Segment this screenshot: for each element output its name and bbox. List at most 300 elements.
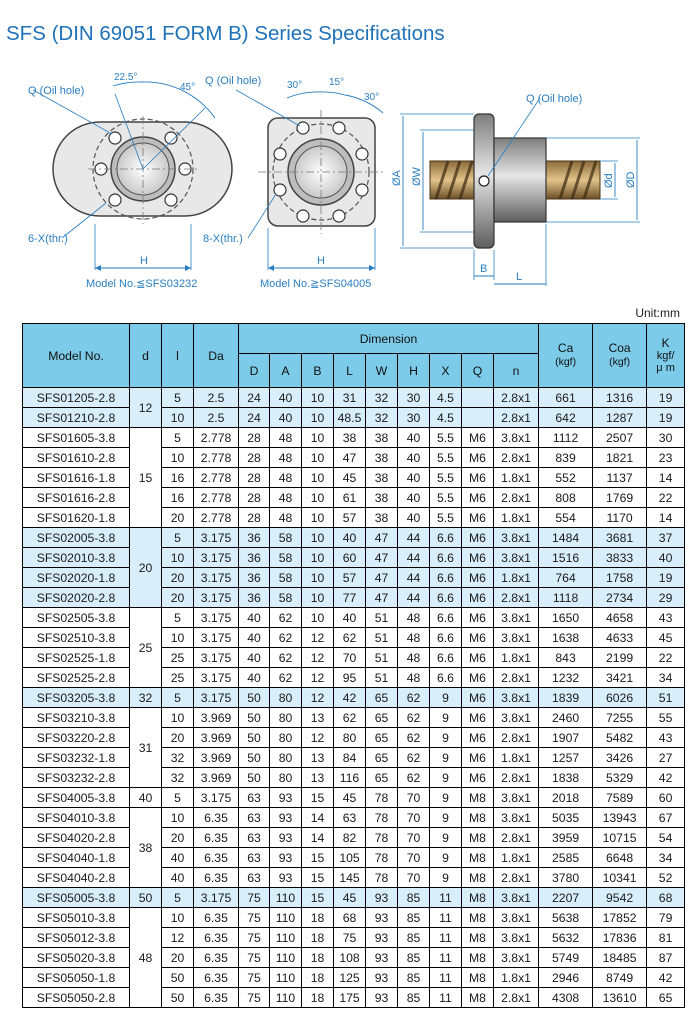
table-cell: 85 — [398, 928, 430, 948]
table-cell: 13 — [302, 748, 334, 768]
table-cell: 3.8x1 — [494, 908, 539, 928]
table-cell — [462, 408, 494, 428]
table-row — [23, 968, 685, 988]
table-cell: 25 — [162, 668, 194, 688]
table-cell: 15 — [302, 788, 334, 808]
table-row — [23, 908, 685, 928]
table-row — [23, 928, 685, 948]
table-cell: 116 — [334, 768, 366, 788]
table-cell: 9 — [430, 788, 462, 808]
table-cell: M8 — [462, 928, 494, 948]
ball-nut-side-view — [400, 98, 640, 286]
table-cell: 48 — [270, 448, 302, 468]
table-cell: 1907 — [539, 728, 593, 748]
table-cell: 110 — [270, 908, 302, 928]
table-cell: 4.5 — [430, 388, 462, 408]
table-cell: 10 — [302, 428, 334, 448]
table-cell: 15 — [302, 868, 334, 888]
table-cell: M6 — [462, 748, 494, 768]
header-coa-unit: (kgf) — [609, 356, 631, 368]
table-cell: 93 — [366, 888, 398, 908]
table-row — [23, 768, 685, 788]
cell-model-no: SFS02510-3.8 — [23, 628, 130, 648]
table-cell: 10 — [302, 608, 334, 628]
table-cell: 5 — [162, 888, 194, 908]
oil-hole-label-side: Q (Oil hole) — [526, 93, 583, 105]
table-cell: M6 — [462, 728, 494, 748]
table-cell: 843 — [539, 648, 593, 668]
table-cell: 40 — [398, 448, 430, 468]
table-cell: 40 — [270, 388, 302, 408]
table-cell: 42 — [334, 688, 366, 708]
table-cell: 6.35 — [194, 968, 239, 988]
dim-a-label: ØA — [391, 170, 403, 186]
table-cell: 51 — [366, 628, 398, 648]
table-cell: 110 — [270, 928, 302, 948]
table-row — [23, 888, 685, 908]
table-cell: 175 — [334, 988, 366, 1008]
table-cell: 3.175 — [194, 528, 239, 548]
page-title: SFS (DIN 69051 FORM B) Series Specifications — [6, 22, 445, 45]
cell-d-group: 31 — [130, 708, 162, 788]
table-cell: 15 — [302, 888, 334, 908]
table-cell: 85 — [398, 908, 430, 928]
dim-d-big-label: ØD — [625, 171, 637, 188]
table-cell: 1.8x1 — [494, 648, 539, 668]
table-cell: 63 — [334, 808, 366, 828]
table-cell: 4658 — [593, 608, 647, 628]
table-cell: 12 — [302, 648, 334, 668]
table-cell: 19 — [647, 568, 685, 588]
table-cell: 38 — [366, 448, 398, 468]
table-cell: 2.8x1 — [494, 448, 539, 468]
header-dim-3: L — [334, 354, 366, 388]
table-cell: 28 — [239, 488, 270, 508]
table-cell: 62 — [398, 688, 430, 708]
table-cell: 3.175 — [194, 548, 239, 568]
table-cell: 3.969 — [194, 728, 239, 748]
table-cell: 9542 — [593, 888, 647, 908]
cell-model-no: SFS03205-3.8 — [23, 688, 130, 708]
table-cell: 20 — [162, 508, 194, 528]
table-cell: 5 — [162, 688, 194, 708]
table-cell: 6.35 — [194, 868, 239, 888]
table-cell: 1118 — [539, 588, 593, 608]
table-cell: 5.5 — [430, 428, 462, 448]
table-row — [23, 428, 685, 448]
table-cell: 93 — [270, 848, 302, 868]
table-cell: 642 — [539, 408, 593, 428]
table-cell: 764 — [539, 568, 593, 588]
table-cell: 22 — [647, 648, 685, 668]
table-cell: 6.35 — [194, 848, 239, 868]
cell-model-no: SFS03232-1.8 — [23, 748, 130, 768]
table-cell: 70 — [398, 808, 430, 828]
table-cell: 9 — [430, 868, 462, 888]
table-cell: 27 — [647, 748, 685, 768]
table-row — [23, 828, 685, 848]
table-cell: 68 — [334, 908, 366, 928]
table-cell: 24 — [239, 408, 270, 428]
table-cell: 40 — [398, 488, 430, 508]
table-cell: 93 — [270, 808, 302, 828]
table-cell: 2.8x1 — [494, 768, 539, 788]
table-cell: 3681 — [593, 528, 647, 548]
table-row — [23, 588, 685, 608]
table-cell: 14 — [302, 808, 334, 828]
table-cell: 38 — [366, 428, 398, 448]
table-cell: 3.969 — [194, 768, 239, 788]
table-cell: 42 — [647, 968, 685, 988]
header-dim-0: D — [239, 354, 270, 388]
table-cell: 2207 — [539, 888, 593, 908]
table-cell: 40 — [239, 648, 270, 668]
table-cell: 17836 — [593, 928, 647, 948]
table-cell: M6 — [462, 668, 494, 688]
header-coa-label: Coa — [608, 341, 631, 355]
table-cell: 82 — [334, 828, 366, 848]
table-cell: 12 — [162, 928, 194, 948]
table-cell: 5 — [162, 788, 194, 808]
table-cell: 78 — [366, 868, 398, 888]
table-cell: 10 — [302, 548, 334, 568]
table-cell: 40 — [239, 628, 270, 648]
table-cell: 80 — [334, 728, 366, 748]
table-cell: 3.8x1 — [494, 708, 539, 728]
table-cell: 3.8x1 — [494, 428, 539, 448]
table-row — [23, 628, 685, 648]
table-cell: 1758 — [593, 568, 647, 588]
table-cell: M6 — [462, 528, 494, 548]
table-cell: 5.5 — [430, 468, 462, 488]
table-cell: 44 — [398, 548, 430, 568]
table-cell: 5632 — [539, 928, 593, 948]
angle-label: 30° — [287, 80, 303, 91]
holes-label-6: 6-X(thr.) — [28, 233, 68, 245]
cell-model-no: SFS02005-3.8 — [23, 528, 130, 548]
cell-model-no: SFS04020-2.8 — [23, 828, 130, 848]
table-cell: M8 — [462, 888, 494, 908]
table-cell: 65 — [366, 728, 398, 748]
table-cell: 1638 — [539, 628, 593, 648]
table-row — [23, 448, 685, 468]
table-cell: 5749 — [539, 948, 593, 968]
cell-model-no: SFS04010-3.8 — [23, 808, 130, 828]
table-cell: 16 — [162, 488, 194, 508]
table-cell: 10 — [302, 488, 334, 508]
table-cell: 23 — [647, 448, 685, 468]
table-cell: M6 — [462, 568, 494, 588]
table-cell: M8 — [462, 908, 494, 928]
cell-model-no: SFS01616-2.8 — [23, 488, 130, 508]
table-cell: 44 — [398, 568, 430, 588]
table-cell: 65 — [366, 708, 398, 728]
table-cell: 70 — [398, 868, 430, 888]
cell-model-no: SFS01205-2.8 — [23, 388, 130, 408]
table-cell: 3.175 — [194, 668, 239, 688]
table-cell: 110 — [270, 968, 302, 988]
table-cell: 47 — [366, 548, 398, 568]
table-cell: 13 — [302, 768, 334, 788]
table-cell: 2585 — [539, 848, 593, 868]
table-cell: 50 — [239, 748, 270, 768]
cell-model-no: SFS04040-2.8 — [23, 868, 130, 888]
table-cell: 2.5 — [194, 388, 239, 408]
table-cell: 45 — [647, 628, 685, 648]
table-cell: 40 — [162, 848, 194, 868]
cell-model-no: SFS02525-1.8 — [23, 648, 130, 668]
table-row — [23, 788, 685, 808]
table-cell: 1.8x1 — [494, 748, 539, 768]
table-cell: 48 — [270, 488, 302, 508]
table-cell: 20 — [162, 728, 194, 748]
table-row — [23, 748, 685, 768]
table-cell: 43 — [647, 728, 685, 748]
table-cell: 65 — [366, 748, 398, 768]
table-cell: 2.778 — [194, 428, 239, 448]
table-cell: M8 — [462, 988, 494, 1008]
table-cell: 48 — [398, 608, 430, 628]
table-cell: 20 — [162, 948, 194, 968]
table-cell: 10 — [162, 908, 194, 928]
table-cell: 3.175 — [194, 788, 239, 808]
table-cell: M8 — [462, 968, 494, 988]
table-cell: 6.6 — [430, 648, 462, 668]
table-cell: 3.175 — [194, 588, 239, 608]
table-cell: 36 — [239, 528, 270, 548]
table-cell: 6.35 — [194, 908, 239, 928]
table-cell: 6.35 — [194, 808, 239, 828]
table-cell: 93 — [366, 988, 398, 1008]
table-cell: 85 — [398, 948, 430, 968]
table-cell: 2.8x1 — [494, 728, 539, 748]
model-range-right: Model No.≧SFS04005 — [260, 278, 372, 290]
table-cell: 62 — [398, 728, 430, 748]
table-row — [23, 608, 685, 628]
table-cell: 14 — [647, 508, 685, 528]
table-cell: 6.6 — [430, 588, 462, 608]
header-dim-4: W — [366, 354, 398, 388]
table-cell: 9 — [430, 768, 462, 788]
table-cell: M8 — [462, 808, 494, 828]
table-cell: 25 — [162, 648, 194, 668]
table-cell: 65 — [647, 988, 685, 1008]
table-cell: 47 — [366, 528, 398, 548]
table-cell: 5.5 — [430, 508, 462, 528]
header-dim-5: H — [398, 354, 430, 388]
table-row — [23, 728, 685, 748]
table-cell: 14 — [302, 828, 334, 848]
table-cell: 78 — [366, 828, 398, 848]
table-cell: 19 — [647, 408, 685, 428]
table-cell: 75 — [239, 888, 270, 908]
table-cell: 38 — [366, 468, 398, 488]
table-cell: 18 — [302, 988, 334, 1008]
table-cell: 63 — [239, 848, 270, 868]
table-cell: 3.8x1 — [494, 788, 539, 808]
table-cell: 105 — [334, 848, 366, 868]
table-cell: 57 — [334, 508, 366, 528]
cell-model-no: SFS02020-1.8 — [23, 568, 130, 588]
table-cell: M6 — [462, 588, 494, 608]
table-cell: 9 — [430, 828, 462, 848]
table-cell: 19 — [647, 388, 685, 408]
table-cell: 63 — [239, 868, 270, 888]
table-cell: 3.8x1 — [494, 928, 539, 948]
table-cell: 95 — [334, 668, 366, 688]
cell-model-no: SFS01605-3.8 — [23, 428, 130, 448]
table-cell: 6.35 — [194, 948, 239, 968]
table-cell: 55 — [647, 708, 685, 728]
table-cell: 2.8x1 — [494, 868, 539, 888]
table-cell: 9 — [430, 848, 462, 868]
table-cell: M6 — [462, 768, 494, 788]
table-cell: 1287 — [593, 408, 647, 428]
table-cell: 10 — [302, 448, 334, 468]
table-cell: 1769 — [593, 488, 647, 508]
table-cell: M6 — [462, 628, 494, 648]
table-cell: 62 — [270, 628, 302, 648]
table-cell: 50 — [239, 688, 270, 708]
table-cell: 50 — [162, 968, 194, 988]
table-cell: 87 — [647, 948, 685, 968]
table-cell: 2.8x1 — [494, 668, 539, 688]
table-cell: 3.8x1 — [494, 628, 539, 648]
table-cell: 110 — [270, 948, 302, 968]
table-cell: 38 — [334, 428, 366, 448]
table-row — [23, 468, 685, 488]
table-cell: 34 — [647, 848, 685, 868]
table-cell: 10 — [162, 808, 194, 828]
cell-model-no: SFS01610-2.8 — [23, 448, 130, 468]
table-cell: 5482 — [593, 728, 647, 748]
table-cell: 93 — [270, 788, 302, 808]
table-cell: 6.6 — [430, 548, 462, 568]
table-cell: 79 — [647, 908, 685, 928]
table-cell: 2.8x1 — [494, 588, 539, 608]
table-cell: 80 — [270, 708, 302, 728]
table-cell: 62 — [334, 708, 366, 728]
table-cell: 40 — [398, 468, 430, 488]
table-cell: 2.778 — [194, 468, 239, 488]
table-cell: 11 — [430, 948, 462, 968]
table-cell: 3.175 — [194, 628, 239, 648]
cell-model-no: SFS05020-3.8 — [23, 948, 130, 968]
table-cell: 3.175 — [194, 568, 239, 588]
table-cell: 51 — [647, 688, 685, 708]
table-cell: 44 — [398, 528, 430, 548]
table-cell: 3833 — [593, 548, 647, 568]
header-dimension: Dimension — [239, 324, 539, 354]
dim-w-label: ØW — [411, 167, 423, 186]
header-dim-2: B — [302, 354, 334, 388]
table-cell: 58 — [270, 548, 302, 568]
cell-model-no: SFS04005-3.8 — [23, 788, 130, 808]
header-k-unit: kgf/ — [656, 350, 675, 362]
table-cell: 38 — [366, 488, 398, 508]
table-cell: 36 — [239, 548, 270, 568]
table-cell: 1112 — [539, 428, 593, 448]
cell-d-group: 15 — [130, 428, 162, 528]
table-cell: 60 — [334, 548, 366, 568]
table-cell: 50 — [239, 768, 270, 788]
cell-model-no: SFS02505-3.8 — [23, 608, 130, 628]
table-row — [23, 568, 685, 588]
table-cell: M6 — [462, 488, 494, 508]
table-cell: 48 — [270, 428, 302, 448]
table-cell: 2.778 — [194, 508, 239, 528]
table-row — [23, 648, 685, 668]
table-cell: 108 — [334, 948, 366, 968]
table-cell: 65 — [366, 768, 398, 788]
table-cell: 47 — [334, 448, 366, 468]
table-row — [23, 688, 685, 708]
table-cell: 145 — [334, 868, 366, 888]
table-cell: 40 — [270, 408, 302, 428]
cell-d-group: 25 — [130, 608, 162, 688]
table-cell: 80 — [270, 728, 302, 748]
table-cell: 14 — [647, 468, 685, 488]
table-cell: 2734 — [593, 588, 647, 608]
cell-model-no: SFS05010-3.8 — [23, 908, 130, 928]
table-cell: 18 — [302, 928, 334, 948]
table-cell: 85 — [398, 968, 430, 988]
table-cell: 110 — [270, 888, 302, 908]
table-cell: 2.8x1 — [494, 408, 539, 428]
table-cell: M6 — [462, 688, 494, 708]
table-cell: 554 — [539, 508, 593, 528]
table-cell: 40 — [239, 608, 270, 628]
table-cell: 75 — [239, 968, 270, 988]
table-cell: 34 — [647, 668, 685, 688]
table-row — [23, 548, 685, 568]
table-cell: 40 — [398, 428, 430, 448]
table-cell: 30 — [398, 388, 430, 408]
cell-d-group: 20 — [130, 528, 162, 608]
table-cell: 5.5 — [430, 448, 462, 468]
table-cell: 18 — [302, 968, 334, 988]
table-cell: 78 — [366, 808, 398, 828]
table-cell: 6026 — [593, 688, 647, 708]
table-cell: 11 — [430, 988, 462, 1008]
table-cell: 63 — [239, 808, 270, 828]
table-cell: 839 — [539, 448, 593, 468]
header-k-label: K — [661, 336, 670, 350]
table-cell: 6.35 — [194, 988, 239, 1008]
table-cell: M6 — [462, 648, 494, 668]
table-cell: 85 — [398, 888, 430, 908]
table-cell: 2460 — [539, 708, 593, 728]
table-row — [23, 488, 685, 508]
table-cell: 81 — [647, 928, 685, 948]
table-cell: 8749 — [593, 968, 647, 988]
table-cell: 10 — [162, 548, 194, 568]
cell-d-group: 40 — [130, 788, 162, 808]
table-cell: 6.6 — [430, 568, 462, 588]
table-cell: 10341 — [593, 868, 647, 888]
table-cell: 5 — [162, 388, 194, 408]
table-cell: 3780 — [539, 868, 593, 888]
table-cell: 28 — [239, 468, 270, 488]
table-cell: 10 — [302, 568, 334, 588]
table-cell: 3.969 — [194, 708, 239, 728]
table-cell: 10 — [302, 388, 334, 408]
table-cell: 5329 — [593, 768, 647, 788]
angle-label: 30° — [364, 92, 380, 103]
table-cell: 3.8x1 — [494, 548, 539, 568]
table-cell: 48 — [270, 508, 302, 528]
table-cell: 62 — [398, 748, 430, 768]
